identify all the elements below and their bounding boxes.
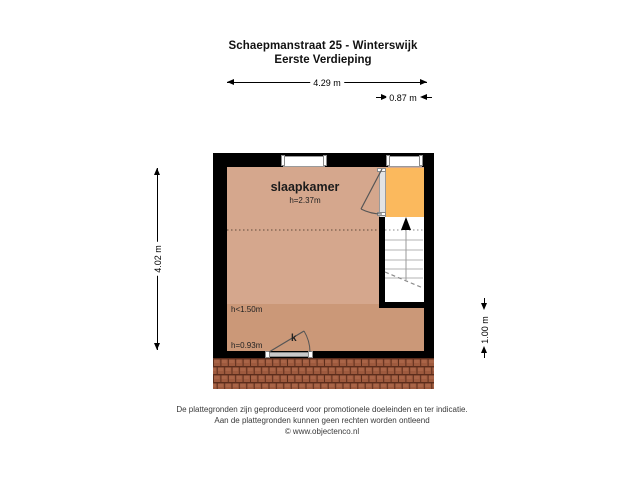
disclaimer	[2, 404, 640, 437]
disclaimer-line: De plattegronden zijn geproduceerd voor promotionele doeleinden en ter indicatie.	[176, 405, 468, 414]
roof-tiles	[213, 358, 434, 389]
stair-cut-line	[385, 272, 423, 288]
dimension-top-width-label: 4.29 m	[310, 78, 344, 88]
address-title: Schaepmanstraat 25 - Winterswijk	[228, 40, 418, 52]
knee-wall-label: h=0.93m	[231, 341, 263, 350]
disclaimer-line: Aan de plattegronden kunnen geen rechten worden ontleend	[214, 416, 430, 425]
copyright-line: © www.objectenco.nl	[284, 427, 360, 436]
room-height-label: h=2.37m	[289, 196, 321, 205]
dimension-left-height-label: 4.02 m	[153, 242, 163, 276]
stairs	[385, 217, 423, 288]
stair-up-arrow-icon	[401, 217, 411, 230]
room-label	[245, 180, 365, 205]
tilt-window-symbol	[269, 331, 310, 352]
low-ceiling-label: h<1.50m	[231, 305, 263, 314]
floor-title: Eerste Verdieping	[274, 54, 372, 66]
roof-window-label: k	[291, 333, 297, 344]
dimension-stairwell-width-label: 0.87 m	[386, 93, 420, 103]
dimension-right-height-label: 1.00 m	[480, 313, 490, 347]
room-name: slaapkamer	[270, 180, 340, 194]
